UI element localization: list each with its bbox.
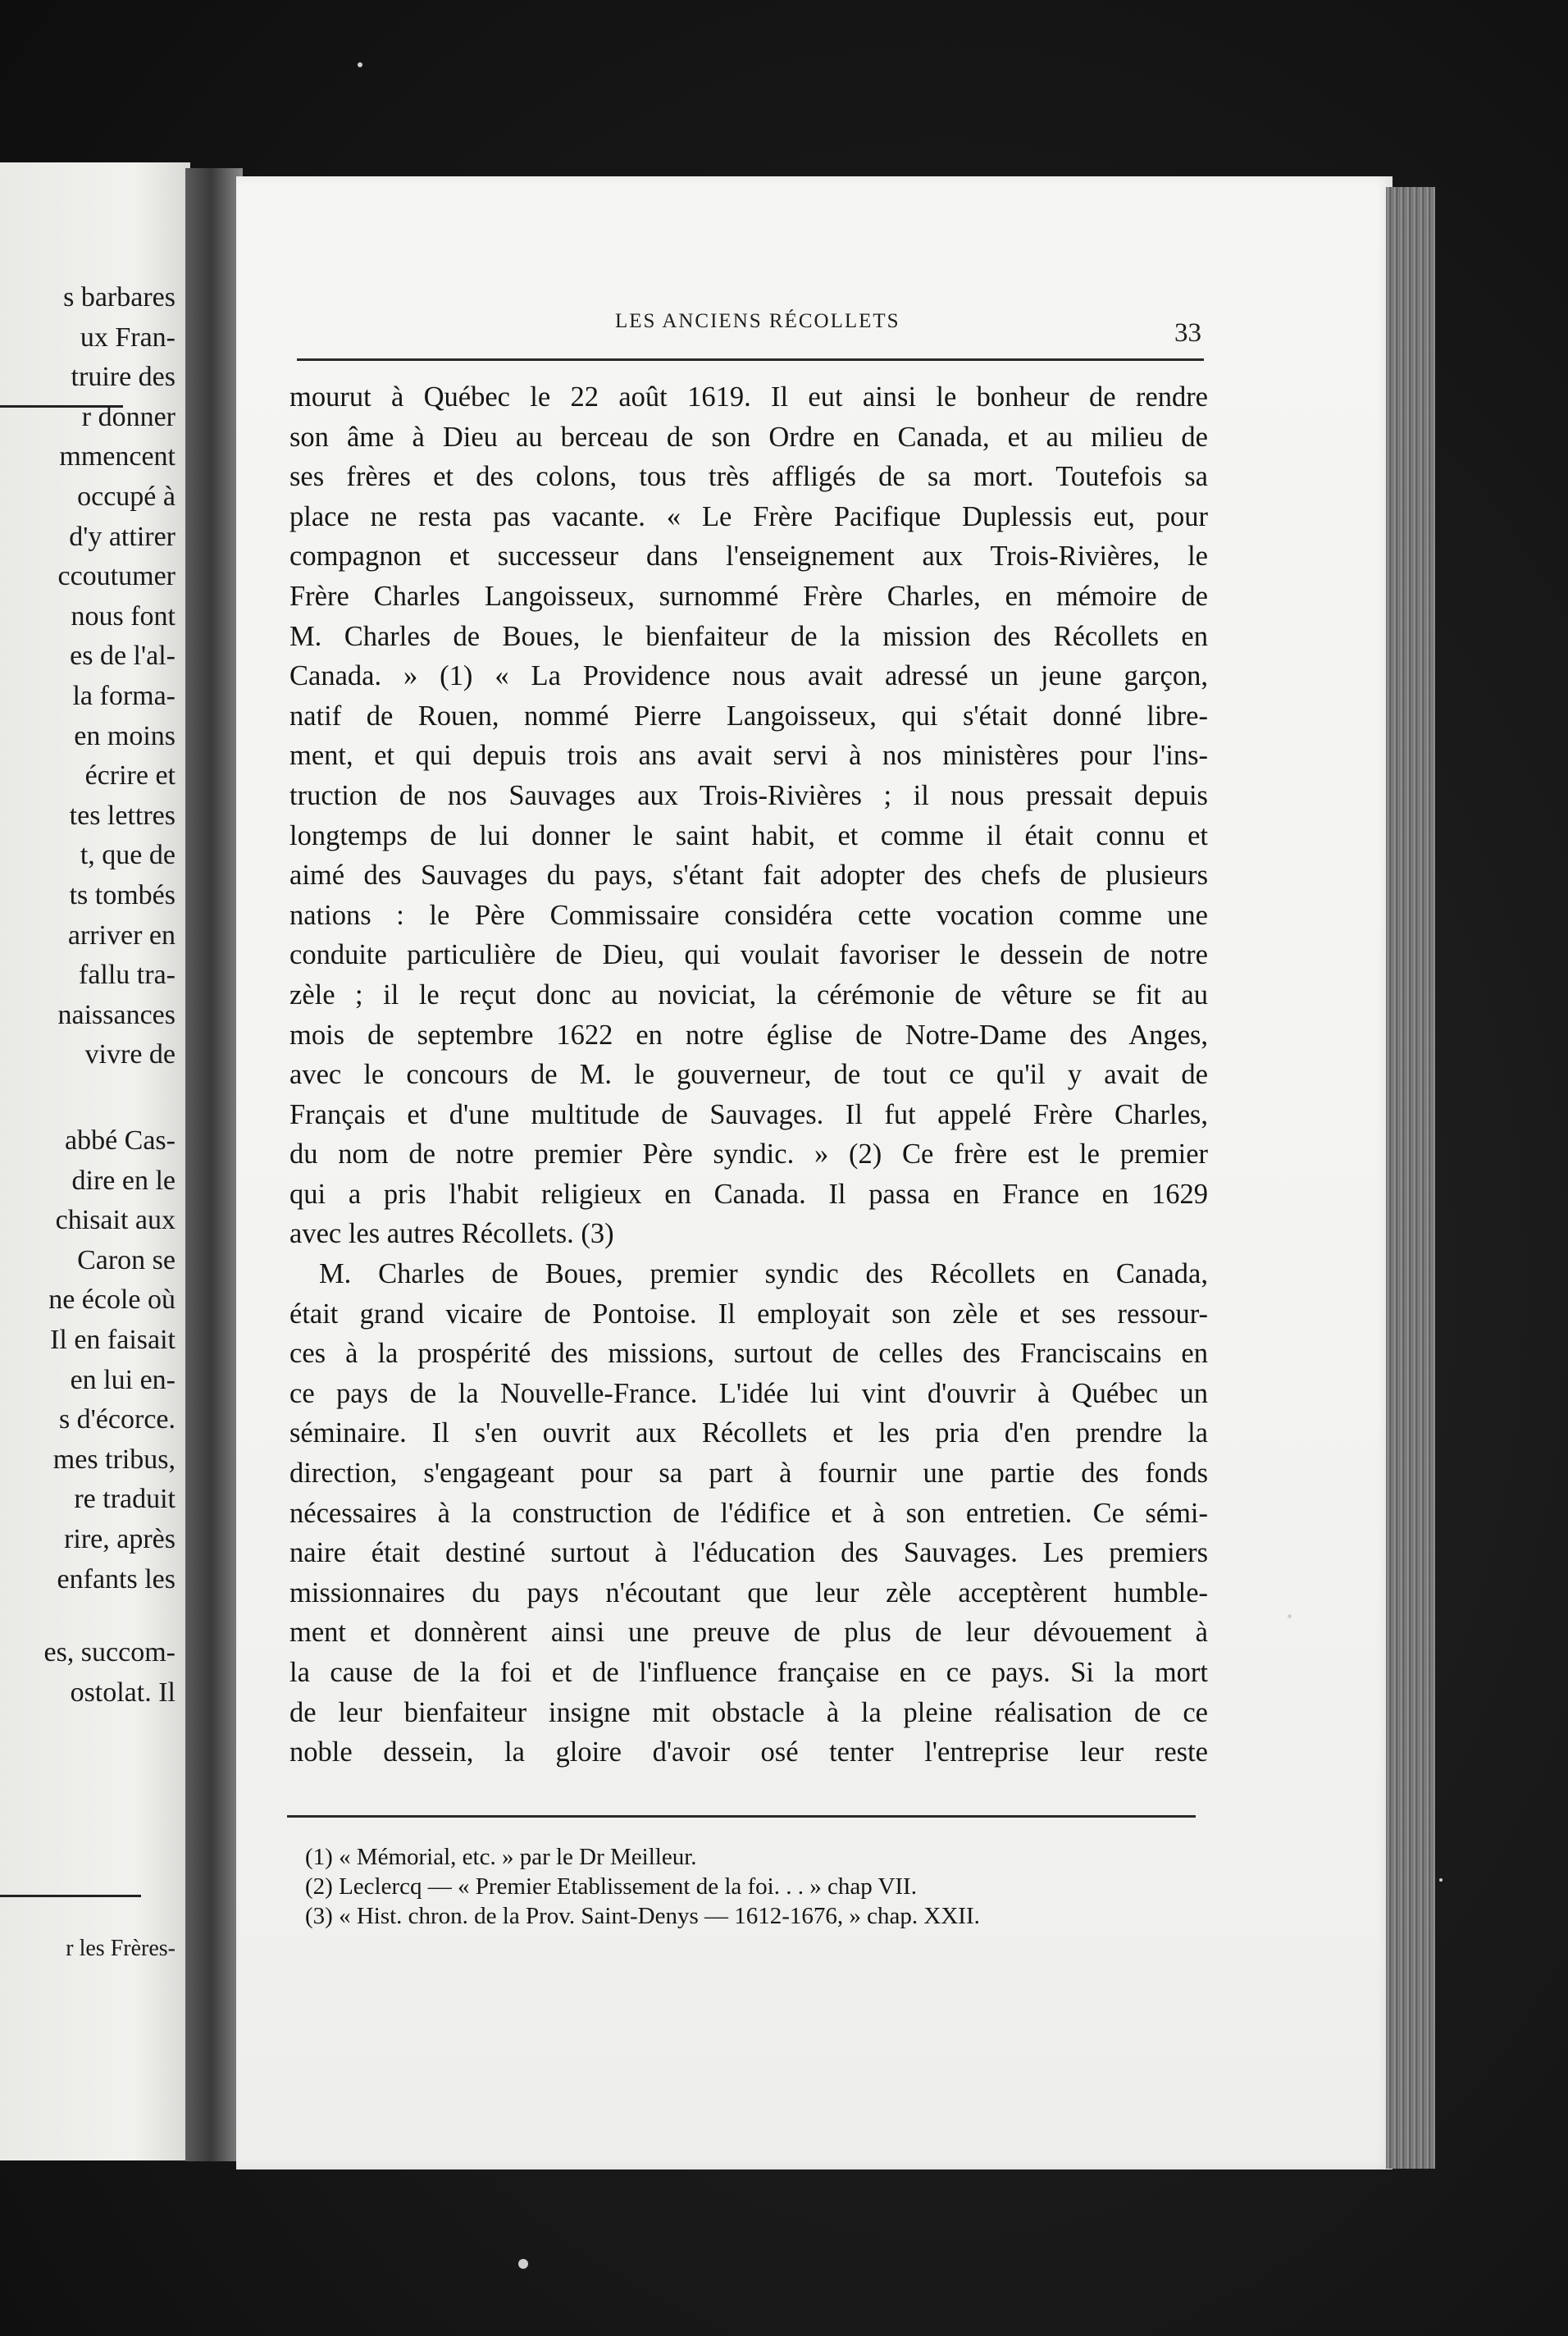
body-line: compagnon et successeur dans l'enseignement aux Trois-Rivières, le xyxy=(289,541,1208,573)
left-page-line: rire, après xyxy=(64,1524,175,1554)
left-page-line: es, succom- xyxy=(43,1637,175,1668)
left-page-line: enfants les xyxy=(57,1563,175,1595)
body-line: mourut à Québec le 22 août 1619. Il eut ainsi le bonheur de rendre xyxy=(289,381,1208,413)
left-page-line: re traduit xyxy=(74,1484,175,1515)
left-page-line: la forma- xyxy=(72,681,175,711)
left-page-line: tes lettres xyxy=(69,800,175,831)
left-page-line: occupé à xyxy=(77,481,175,512)
running-head: LES ANCIENS RÉCOLLETS xyxy=(615,310,900,332)
body-line: aimé des Sauvages du pays, s'étant fait adopter des chefs de plusieurs xyxy=(289,860,1208,892)
left-page-line: vivre de xyxy=(84,1039,175,1070)
left-page-line: fallu tra- xyxy=(79,960,175,991)
body-line: noble dessein, la gloire d'avoir osé tenter l'entreprise leur reste xyxy=(289,1736,1208,1768)
left-page-line: en moins xyxy=(74,720,175,751)
body-line: naire était destiné surtout à l'éducation des Sauvages. Les premiers xyxy=(289,1537,1208,1569)
left-page-line: ts tombés xyxy=(69,880,175,910)
page-edges xyxy=(1386,187,1435,2169)
body-line: direction, s'engageant pour sa part à fournir une partie des fonds xyxy=(289,1458,1208,1490)
body-line: Canada. » (1) « La Providence nous avait adressé un jeune garçon, xyxy=(289,660,1208,692)
dust-speck xyxy=(358,62,362,67)
body-line: qui a pris l'habit religieux en Canada. Il passa en France en 1629 xyxy=(289,1178,1208,1210)
body-line: nécessaires à la construction de l'édifice et à son entretien. Ce sémi- xyxy=(289,1497,1208,1529)
body-line: place ne resta pas vacante. « Le Frère Pacifique Duplessis eut, pour xyxy=(289,500,1208,532)
left-page-line: abbé Cas- xyxy=(64,1125,175,1156)
body-line: missionnaires du pays n'écoutant que leur zèle acceptèrent humble- xyxy=(289,1576,1208,1608)
body-line: de leur bienfaiteur insigne mit obstacle à la pleine réalisation de ce xyxy=(289,1696,1208,1728)
left-page-line: ne école où xyxy=(48,1284,175,1316)
body-line: ses frères et des colons, tous très affligés de sa mort. Toutefois sa xyxy=(289,461,1208,493)
left-facing-page xyxy=(0,162,190,2160)
left-page-line: écrire et xyxy=(84,760,175,792)
body-line: la cause de la foi et de l'influence française en ce pays. Si la mort xyxy=(289,1657,1208,1688)
left-page-line: ccoutumer xyxy=(57,561,175,592)
left-page-line: nous font xyxy=(71,600,175,632)
left-page-line: Il en faisait xyxy=(50,1325,175,1355)
left-page-line: r donner xyxy=(81,401,175,432)
header-rule xyxy=(297,358,1204,361)
footnote-2: (2) Leclercq — « Premier Etablissement de la foi. . . » chap VII. xyxy=(305,1873,917,1900)
left-page-line: s d'écorce. xyxy=(58,1404,175,1435)
dust-speck xyxy=(1439,1878,1443,1882)
body-line: ces à la prospérité des missions, surtout de celles des Franciscains en xyxy=(289,1338,1208,1370)
left-page-line: naissances xyxy=(57,999,175,1030)
body-line: ce pays de la Nouvelle-France. L'idée lui vint d'ouvrir à Québec un xyxy=(289,1377,1208,1409)
left-page-line: es de l'al- xyxy=(70,641,175,672)
left-page-line: ux Fran- xyxy=(80,322,175,353)
body-line: longtemps de lui donner le saint habit, et comme il était connu et xyxy=(289,819,1208,851)
left-page-line: ostolat. Il xyxy=(70,1677,175,1708)
left-page-line: truire des xyxy=(71,362,175,393)
footnotes xyxy=(305,1842,1191,1931)
body-line: natif de Rouen, nommé Pierre Langoisseux, qui s'était donné libre- xyxy=(289,700,1208,732)
page-number: 33 xyxy=(1174,318,1201,348)
left-page-line: t, que de xyxy=(80,840,175,871)
body-line: mois de septembre 1622 en notre église de Notre-Dame des Anges, xyxy=(289,1019,1208,1051)
left-page-line: s barbares xyxy=(63,282,175,313)
left-page-foot-rule xyxy=(0,1895,141,1897)
left-page-line: Caron se xyxy=(77,1244,175,1275)
body-line: nations : le Père Commissaire considéra cette vocation comme une xyxy=(289,899,1208,931)
left-page-line: chisait aux xyxy=(55,1205,175,1236)
left-page-line: mes tribus, xyxy=(52,1444,175,1475)
dust-speck xyxy=(518,2259,528,2269)
body-line: zèle ; il le reçut donc au noviciat, la cérémonie de vêture se fit au xyxy=(289,979,1208,1011)
left-page-line: arriver en xyxy=(67,919,175,951)
left-page-line: mmencent xyxy=(59,441,175,472)
body-line: ment, et qui depuis trois ans avait servi à nos ministères pour l'ins- xyxy=(289,740,1208,772)
body-line: conduite particulière de Dieu, qui voulait favoriser le dessein de notre xyxy=(289,939,1208,971)
left-page-line: en lui en- xyxy=(70,1364,175,1395)
body-text xyxy=(289,377,1208,1773)
body-line: était grand vicaire de Pontoise. Il employait son zèle et ses ressour- xyxy=(289,1298,1208,1330)
body-line: Frère Charles Langoisseux, surnommé Frère Charles, en mémoire de xyxy=(289,580,1208,612)
body-line: séminaire. Il s'en ouvrit aux Récollets et les pria d'en prendre la xyxy=(289,1417,1208,1449)
body-line: avec les autres Récollets. (3) xyxy=(289,1218,614,1250)
body-line: ment et donnèrent ainsi une preuve de plus de leur dévouement à xyxy=(289,1617,1208,1649)
body-line: M. Charles de Boues, le bienfaiteur de la mission des Récollets en xyxy=(289,620,1208,652)
body-line: avec le concours de M. le gouverneur, de tout ce qu'il y avait de xyxy=(289,1059,1208,1091)
left-page-footnote: r les Frères- xyxy=(66,1936,175,1961)
body-line: du nom de notre premier Père syndic. » (2) Ce frère est le premier xyxy=(289,1138,1208,1170)
body-line: son âme à Dieu au berceau de son Ordre en Canada, et au milieu de xyxy=(289,421,1208,453)
dust-speck xyxy=(1288,1614,1292,1618)
left-page-line: d'y attirer xyxy=(69,521,175,552)
footnote-1: (1) « Mémorial, etc. » par le Dr Meilleur. xyxy=(305,1844,697,1870)
body-line: Français et d'une multitude de Sauvages. Il fut appelé Frère Charles, xyxy=(289,1098,1208,1130)
left-page-line: dire en le xyxy=(71,1165,175,1196)
footnote-3: (3) « Hist. chron. de la Prov. Saint-Denys — 1612-1676, » chap. XXII. xyxy=(305,1903,980,1929)
body-line: truction de nos Sauvages aux Trois-Rivières ; il nous pressait depuis xyxy=(289,779,1208,811)
book-gutter-shadow xyxy=(185,168,243,2161)
body-line: M. Charles de Boues, premier syndic des Récollets en Canada, xyxy=(319,1258,1208,1290)
footnote-rule xyxy=(287,1815,1196,1818)
